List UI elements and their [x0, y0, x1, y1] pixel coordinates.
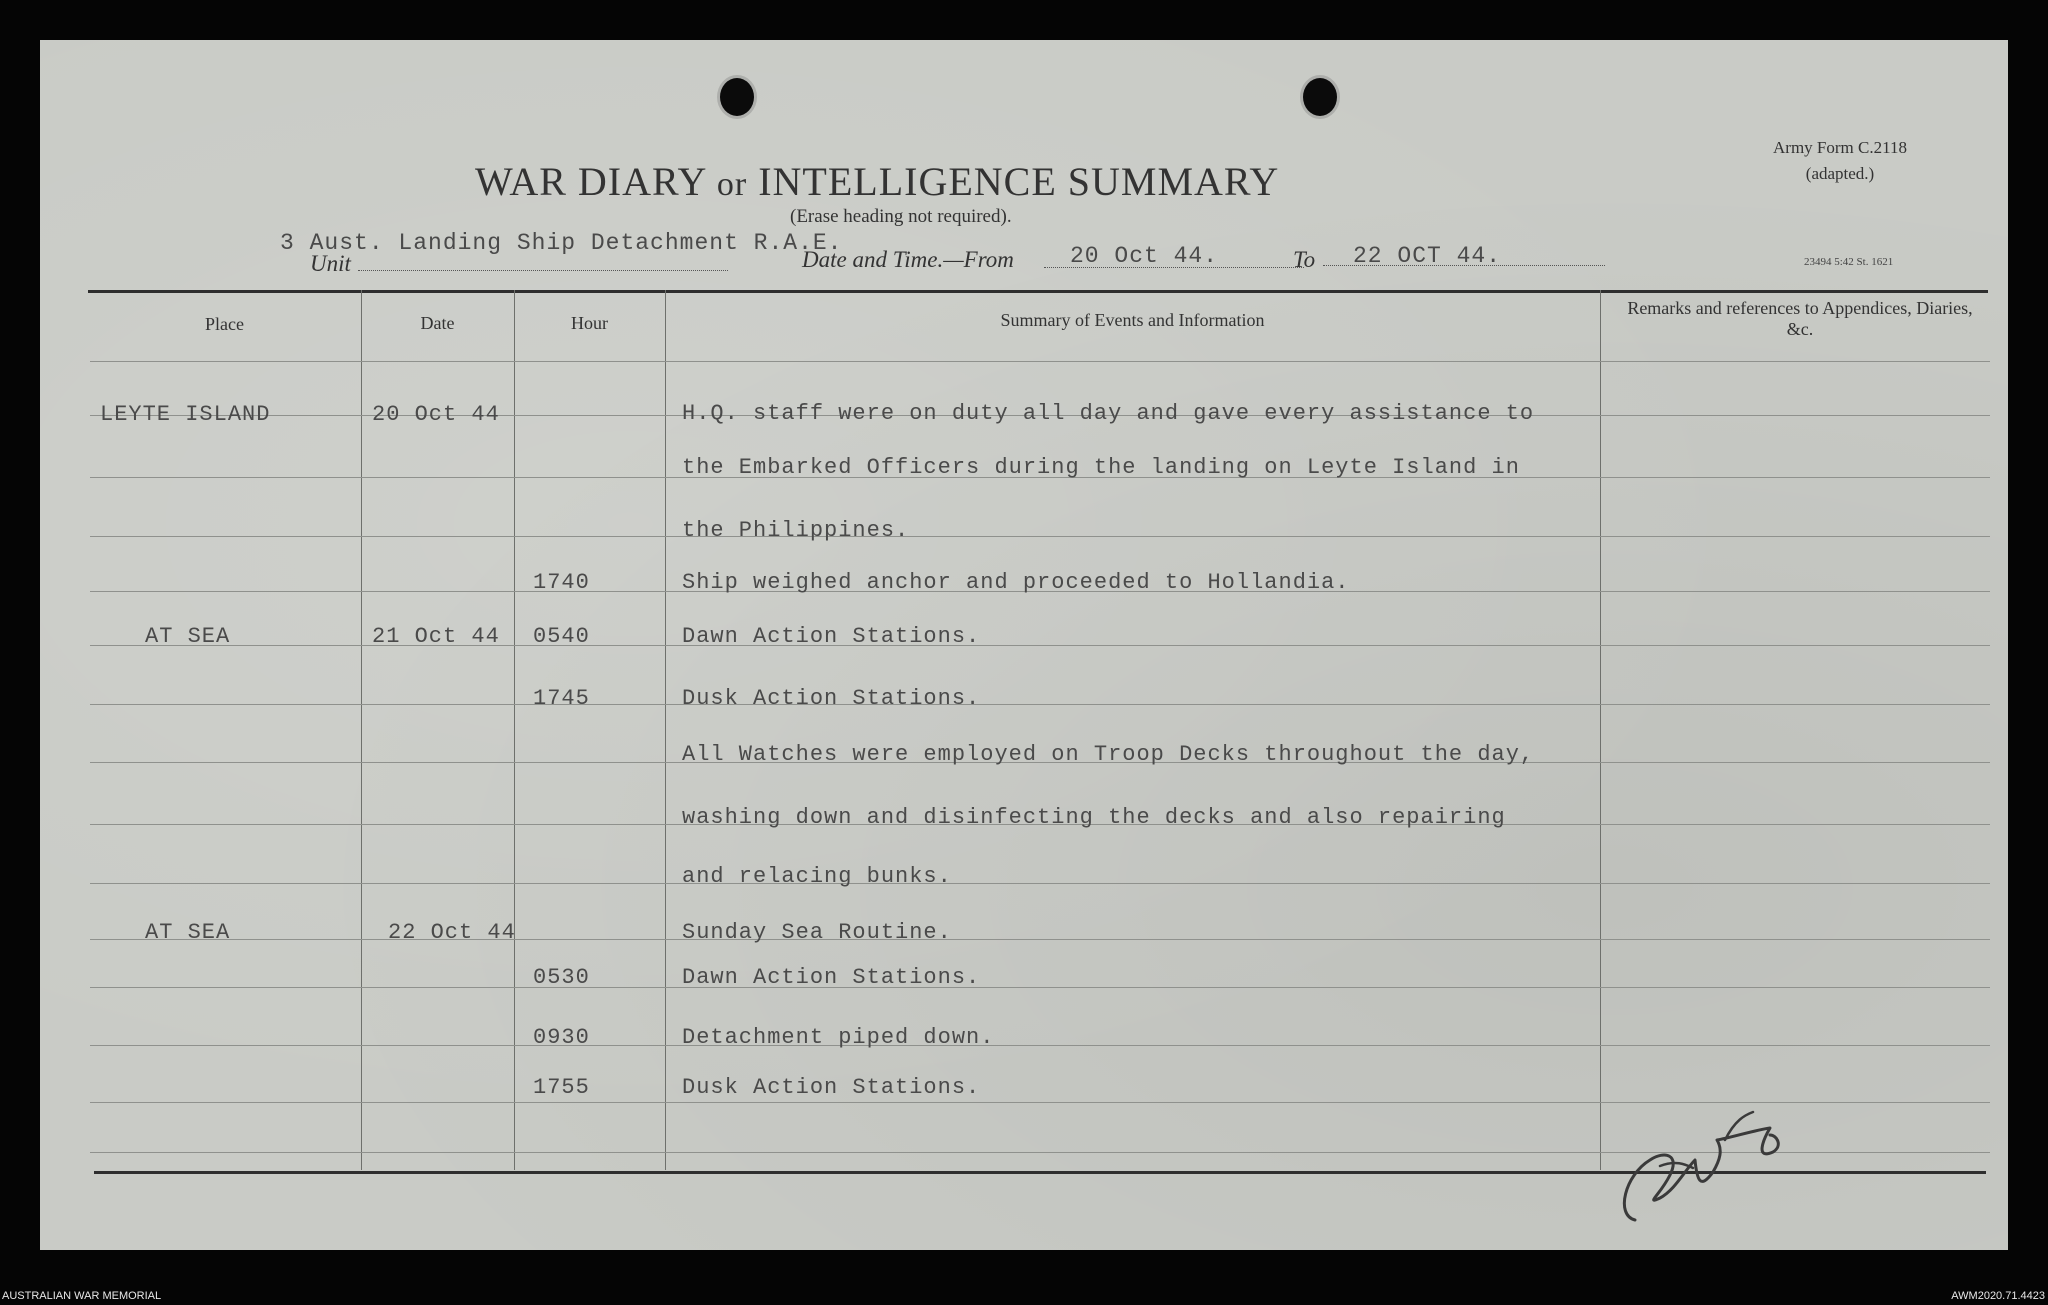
col-divider-summary [1600, 290, 1601, 1170]
footer-accession-number: AWM2020.71.4423 [1951, 1290, 2045, 1302]
entry-place: AT SEA [145, 920, 231, 945]
entry-hour: 0530 [533, 965, 590, 990]
entry-place: LEYTE ISLAND [100, 402, 271, 427]
title-war-diary: WAR DIARY [475, 159, 706, 204]
col-header-remarks: Remarks and references to Appendices, Diaries, &c. [1627, 298, 1973, 339]
unit-label: Unit [310, 251, 351, 276]
from-dotted-line [1044, 267, 1304, 268]
entry-summary: Detachment piped down. [682, 1025, 995, 1050]
col-header-date: Date [420, 313, 455, 333]
entry-summary: Dawn Action Stations. [682, 624, 981, 649]
entry-place: AT SEA [145, 624, 231, 649]
entry-summary: Sunday Sea Routine. [682, 920, 952, 945]
entry-date: 22 Oct 44 [388, 920, 516, 945]
to-label: To [1293, 247, 1316, 272]
subtitle: (Erase heading not required). [790, 206, 1012, 227]
footer-archive-label: AUSTRALIAN WAR MEMORIAL [2, 1290, 162, 1302]
to-date-value: 22 OCT 44. [1353, 243, 1502, 269]
punch-hole-left [720, 78, 754, 116]
ruled-line [90, 1045, 1990, 1046]
to-dotted-line [1323, 265, 1605, 266]
punch-hole-right [1303, 78, 1337, 116]
date-time-label: Date and Time.—From [802, 247, 1014, 272]
entry-summary: Dusk Action Stations. [682, 1075, 981, 1100]
army-form-note: (adapted.) [1805, 164, 1875, 183]
entry-summary: and relacing bunks. [682, 864, 952, 889]
col-header-place: Place [205, 314, 244, 334]
handwritten-signature [1605, 1080, 1805, 1235]
entry-date: 20 Oct 44 [372, 402, 500, 427]
entry-summary: Ship weighed anchor and proceeded to Hollandia. [682, 570, 1350, 595]
title-or: or [716, 166, 748, 203]
unit-dotted-line [358, 270, 728, 271]
ruled-line [90, 704, 1990, 705]
col-header-hour: Hour [571, 313, 608, 333]
ruled-line [90, 536, 1990, 537]
col-divider-date [514, 290, 515, 1170]
ruled-line [90, 883, 1990, 884]
entry-summary: H.Q. staff were on duty all day and gave every assistance to [682, 401, 1535, 426]
entry-hour: 0930 [533, 1025, 590, 1050]
entry-summary: All Watches were employed on Troop Decks throughout the day, [682, 742, 1535, 767]
unit-value: 3 Aust. Landing Ship Detachment R.A.E. [280, 230, 843, 256]
entry-hour: 1755 [533, 1075, 590, 1100]
diary-page [40, 40, 2008, 1250]
col-divider-hour [665, 290, 666, 1170]
title-intelligence-summary: INTELLIGENCE SUMMARY [758, 159, 1280, 204]
entry-summary: the Embarked Officers during the landing on Leyte Island in [682, 455, 1520, 480]
print-code: 23494 5:42 St. 1621 [1804, 256, 1894, 268]
col-divider-place [361, 290, 362, 1170]
entry-summary: the Philippines. [682, 518, 910, 543]
entry-hour: 1740 [533, 570, 590, 595]
from-date-value: 20 Oct 44. [1070, 243, 1219, 269]
ruled-line [90, 361, 1990, 362]
entry-summary: Dawn Action Stations. [682, 965, 981, 990]
ruled-line [90, 939, 1990, 940]
table-top-rule [88, 290, 1988, 293]
entry-date: 21 Oct 44 [372, 624, 500, 649]
entry-hour: 0540 [533, 624, 590, 649]
entry-hour: 1745 [533, 686, 590, 711]
entry-summary: washing down and disinfecting the decks and also repairing [682, 805, 1506, 830]
page-title [475, 158, 1279, 205]
army-form-number: Army Form C.2118 [1773, 138, 1907, 157]
ruled-line [90, 987, 1990, 988]
entry-summary: Dusk Action Stations. [682, 686, 981, 711]
col-header-summary: Summary of Events and Information [1000, 310, 1265, 330]
